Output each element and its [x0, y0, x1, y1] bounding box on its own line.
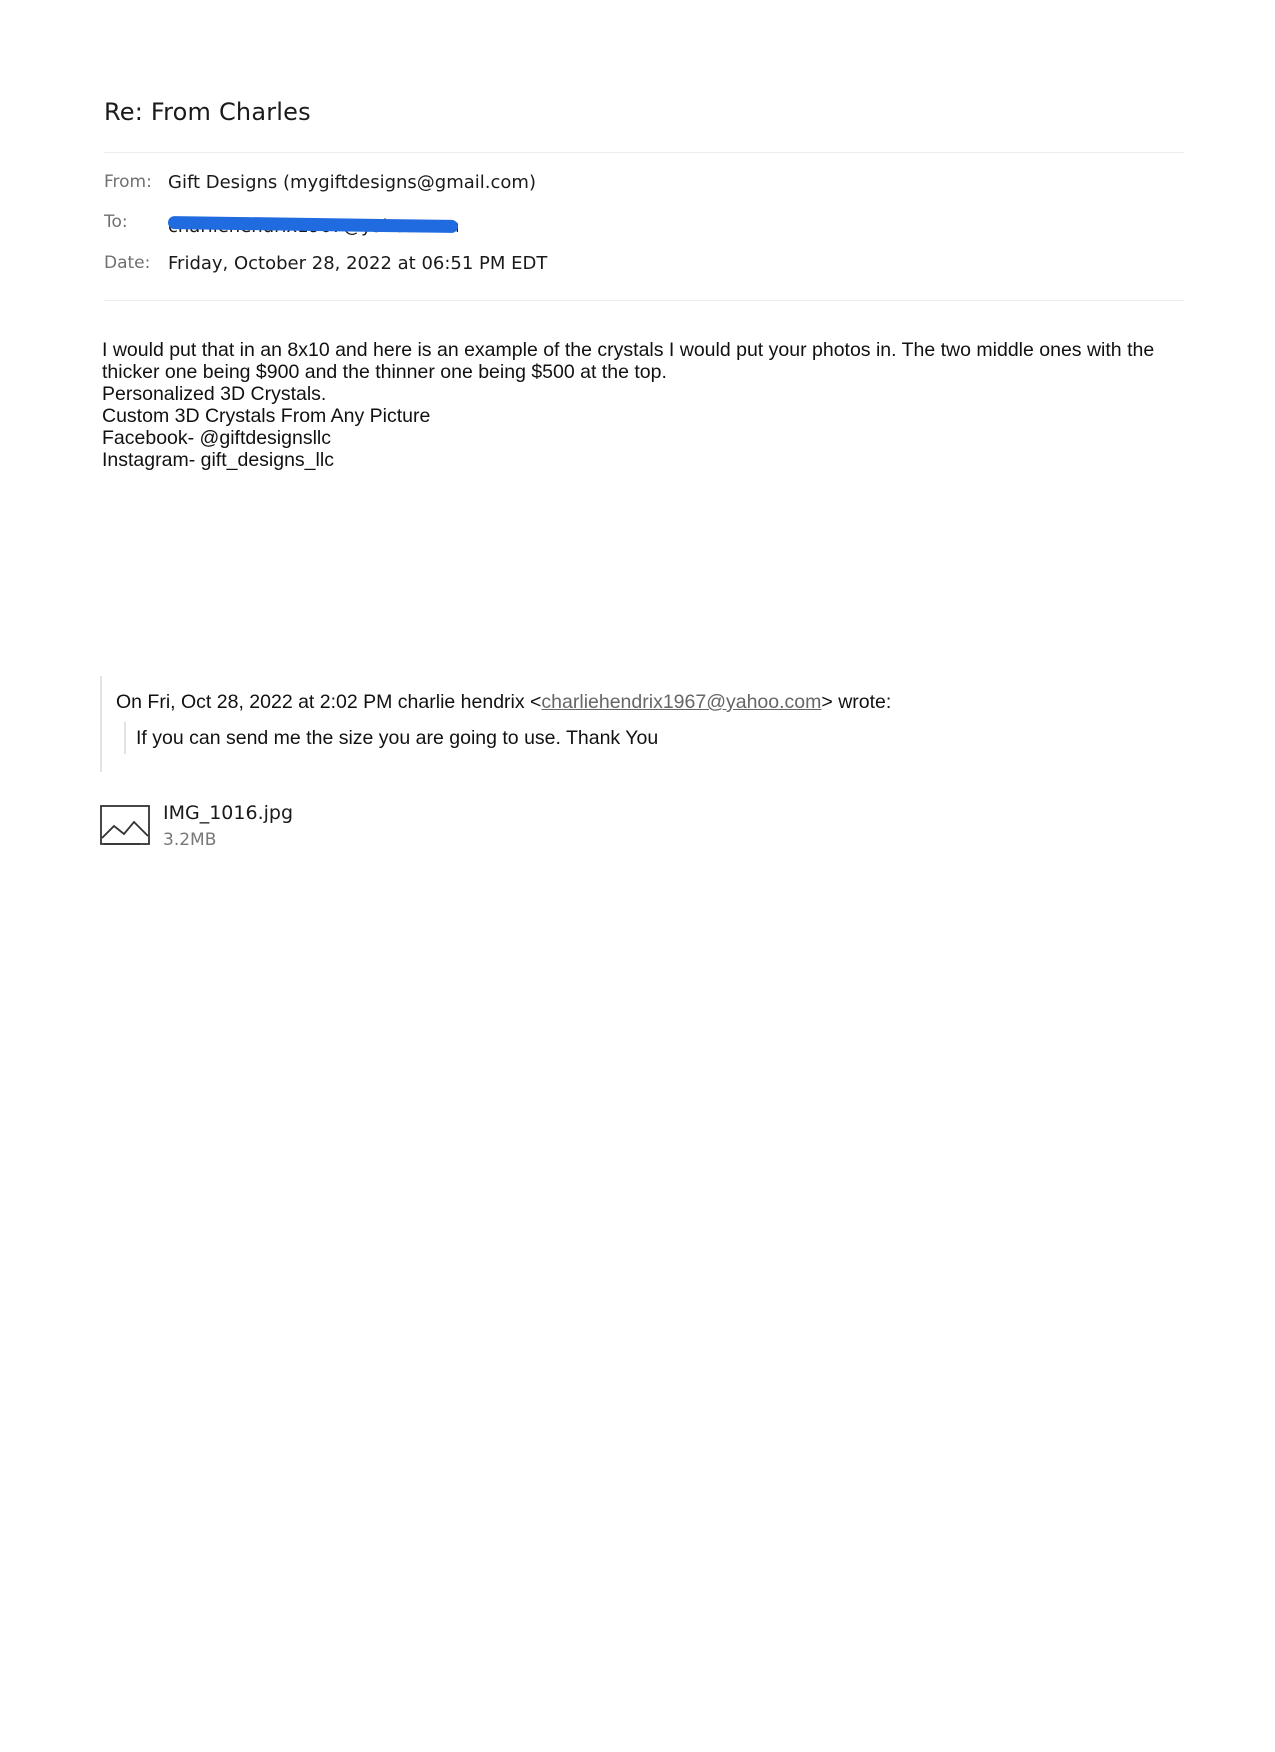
header-divider-top: [104, 152, 1184, 153]
to-label: To:: [104, 212, 128, 232]
body-line-facebook: Facebook- @giftdesignsllc: [102, 427, 331, 449]
attachment-filename[interactable]: IMG_1016.jpg: [163, 802, 294, 824]
from-value[interactable]: Gift Designs (mygiftdesigns@gmail.com): [168, 172, 536, 193]
attachment-size: 3.2MB: [163, 830, 217, 850]
quote-attribution: [116, 691, 891, 714]
body-line-custom: Custom 3D Crystals From Any Picture: [102, 405, 431, 427]
to-value-redacted: [168, 212, 458, 238]
body-line-personalized: Personalized 3D Crystals.: [102, 383, 327, 405]
quoted-message: If you can send me the size you are going to use. Thank You: [124, 722, 658, 754]
quote-intro-suffix: > wrote:: [821, 691, 892, 713]
body-paragraph: I would put that in an 8x10 and here is an example of the crystals I would put your photos in. The two middle ones with the thicker one being $900 and the thinner one being $500 at the top.: [102, 339, 1155, 383]
header-divider-bottom: [104, 300, 1184, 301]
date-value: Friday, October 28, 2022 at 06:51 PM EDT: [168, 253, 548, 274]
date-label: Date:: [104, 253, 151, 273]
from-label: From:: [104, 172, 152, 192]
email-body: [102, 339, 1182, 471]
email-subject: Re: From Charles: [104, 98, 311, 126]
quote-email-link[interactable]: charliehendrix1967@yahoo.com: [541, 691, 822, 713]
quote-intro-prefix: On Fri, Oct 28, 2022 at 2:02 PM charlie hendrix <: [116, 691, 542, 713]
body-line-instagram: Instagram- gift_designs_llc: [102, 449, 334, 471]
quoted-reply: [100, 676, 1002, 772]
image-icon: [100, 805, 152, 847]
attachment[interactable]: [100, 800, 400, 860]
